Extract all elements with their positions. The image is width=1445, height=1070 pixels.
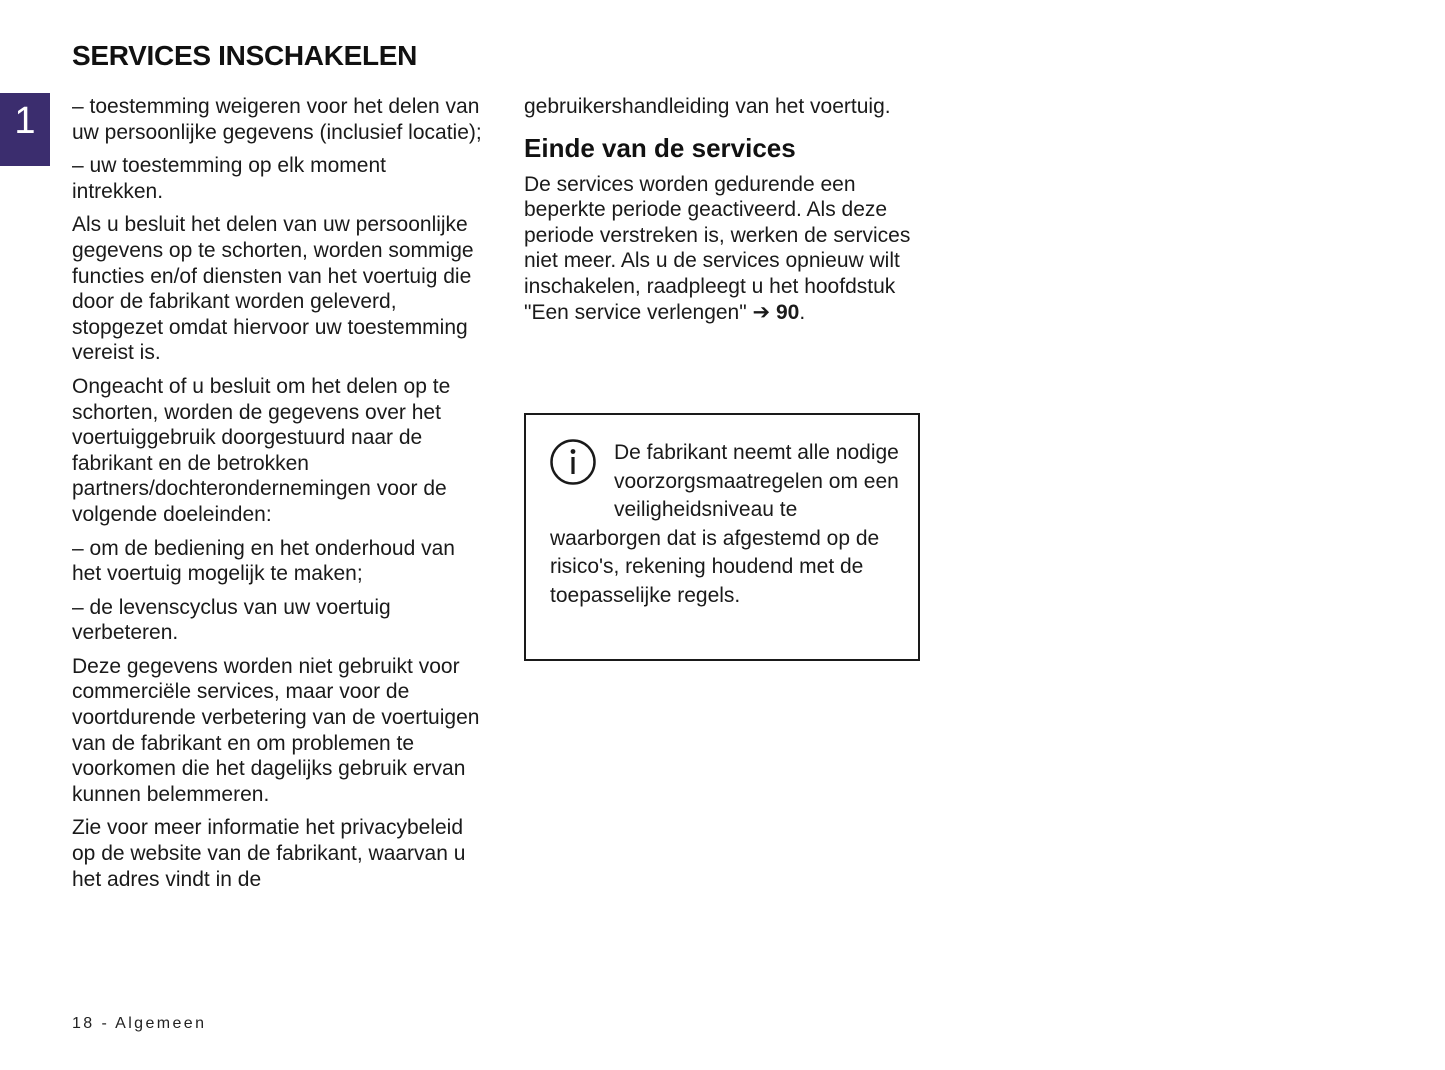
- paragraph: Zie voor meer informatie het privacybeleid op de website van de fabrikant, waarvan u het adres vindt in de: [72, 816, 466, 891]
- right-column: [524, 94, 924, 333]
- paragraph-continuation: gebruikershandleiding van het voertuig.: [524, 95, 891, 118]
- paragraph-text: De services worden gedurende een beperkte periode geactiveerd. Als deze periode verstreken is, werken de services niet meer. Als u de services opnieuw wilt inschakelen, raadpleegt u het hoofdstuk "Een service verlengen": [524, 172, 911, 324]
- dash-list-1: [72, 94, 482, 204]
- list-item: – om de bediening en het onderhoud van het voertuig mogelijk te maken;: [72, 536, 455, 586]
- paragraph-end: .: [799, 300, 806, 324]
- paragraph: Als u besluit het delen van uw persoonlijke gegevens op te schorten, worden sommige functies en/of diensten van het voertuig die door de fabrikant worden geleverd, stopgezet omdat hiervoor uw toestemming vereist is.: [72, 213, 474, 365]
- page-title: SERVICES INSCHAKELEN: [72, 40, 418, 71]
- info-box: [524, 413, 920, 661]
- chapter-tab: [0, 93, 50, 166]
- left-column: [72, 94, 482, 900]
- paragraph: Deze gegevens worden niet gebruikt voor commerciële services, maar voor de voortdurende verbetering van de voertuigen van de fabrikant en om problemen te voorkomen die het dagelijks gebruik ervan kunnen belemmeren.: [72, 654, 480, 806]
- paragraph: [524, 172, 924, 326]
- section-heading: Einde van de services: [524, 132, 796, 163]
- chapter-number: 1: [14, 100, 36, 142]
- page-reference-link[interactable]: ➔ 90: [752, 300, 800, 324]
- list-item: – de levenscyclus van uw voertuig verbeteren.: [72, 595, 391, 645]
- list-item: – uw toestemming op elk moment intrekken.: [72, 154, 386, 203]
- page-footer: 18 - Algemeen: [72, 1015, 207, 1032]
- dash-list-2: [72, 536, 482, 646]
- info-text: De fabrikant neemt alle nodige voorzorgsmaatregelen om een veiligheidsniveau te waarborgen dat is afgestemd op de risico's, rekening houdend met de toepasselijke regels.: [550, 441, 899, 607]
- paragraph: Ongeacht of u besluit om het delen op te schorten, worden de gegevens over het voertuiggebruik doorgestuurd naar de fabrikant en de betrokken partners/dochterondernemingen voor de volgende doeleinden:: [72, 374, 451, 526]
- list-item: – toestemming weigeren voor het delen van uw persoonlijke gegevens (inclusief locatie);: [72, 95, 482, 144]
